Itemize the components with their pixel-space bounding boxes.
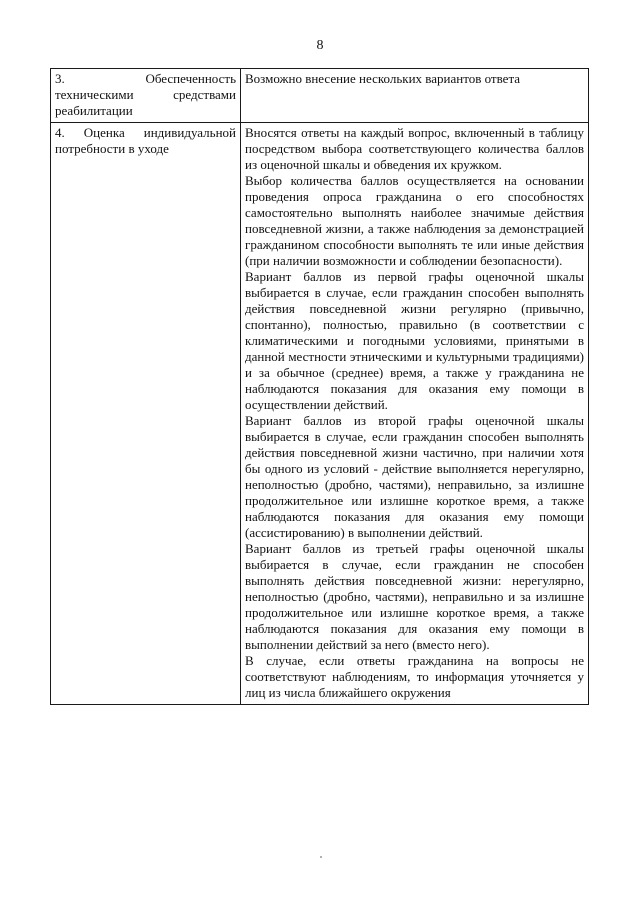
table-row (51, 123, 589, 705)
description-paragraph: Вариант баллов из первой графы оценочной шкалы выбирается в случае, если гражданин способен выполнять действия повседневной жизни регулярно (привычно, спонтанно), полностью, правильно (в соответствии с климатическими и погодными условиями, принятыми в данной местности этническими и культурными традициями) и за обычное (среднее) время, а также у гражданина не наблюдаются показания для оказания ему помощи в осуществлении действий. (245, 269, 584, 412)
description-paragraph: Вариант баллов из второй графы оценочной шкалы выбирается в случае, если гражданин способен выполнять действия повседневной жизни частично, при наличии хотя бы одного из условий - действие выполняется нерегулярно, неполностью (дробно, частями), неправильно, за излишне продолжительное или излишне короткое время, а также наблюдаются показания для оказания ему помощи (ассистированию) в выполнении действий. (245, 413, 584, 540)
description-cell (241, 69, 589, 123)
criterion-text: 3. Обеспеченность техническими средствами реабилитации (55, 71, 236, 118)
table-row (51, 69, 589, 123)
scan-speck (320, 856, 322, 858)
document-table (50, 68, 589, 705)
criterion-cell (51, 69, 241, 123)
criterion-text: 4. Оценка индивидуальной потребности в уходе (55, 125, 236, 156)
description-paragraph: Возможно внесение нескольких вариантов ответа (245, 71, 521, 86)
description-paragraph: Выбор количества баллов осуществляется на основании проведения опроса гражданина о его способностях самостоятельно выполнять наиболее значимые действия повседневной жизни, а также наблюдения за демонстрацией гражданином способности выполнять те или иные действия (при наличии возможности и соблюдении безопасности). (245, 173, 584, 268)
description-paragraph: Вариант баллов из третьей графы оценочной шкалы выбирается в случае, если гражданин не способен выполнять действия повседневной жизни: нерегулярно, неполностью (дробно, частями), неправильно и за излишне продолжительное или излишне короткое время, а также наблюдаются показания для оказания ему помощи в выполнении действий за него (вместо него). (245, 541, 584, 652)
description-paragraph: В случае, если ответы гражданина на вопросы не соответствуют наблюдениям, то информация уточняется у лиц из числа ближайшего окружения (245, 653, 584, 700)
criterion-cell (51, 123, 241, 705)
description-paragraph: Вносятся ответы на каждый вопрос, включенный в таблицу посредством выбора соответствующего количества баллов из оценочной шкалы и обведения их кружком. (245, 125, 584, 172)
page-number: 8 (316, 38, 324, 53)
description-cell (241, 123, 589, 705)
